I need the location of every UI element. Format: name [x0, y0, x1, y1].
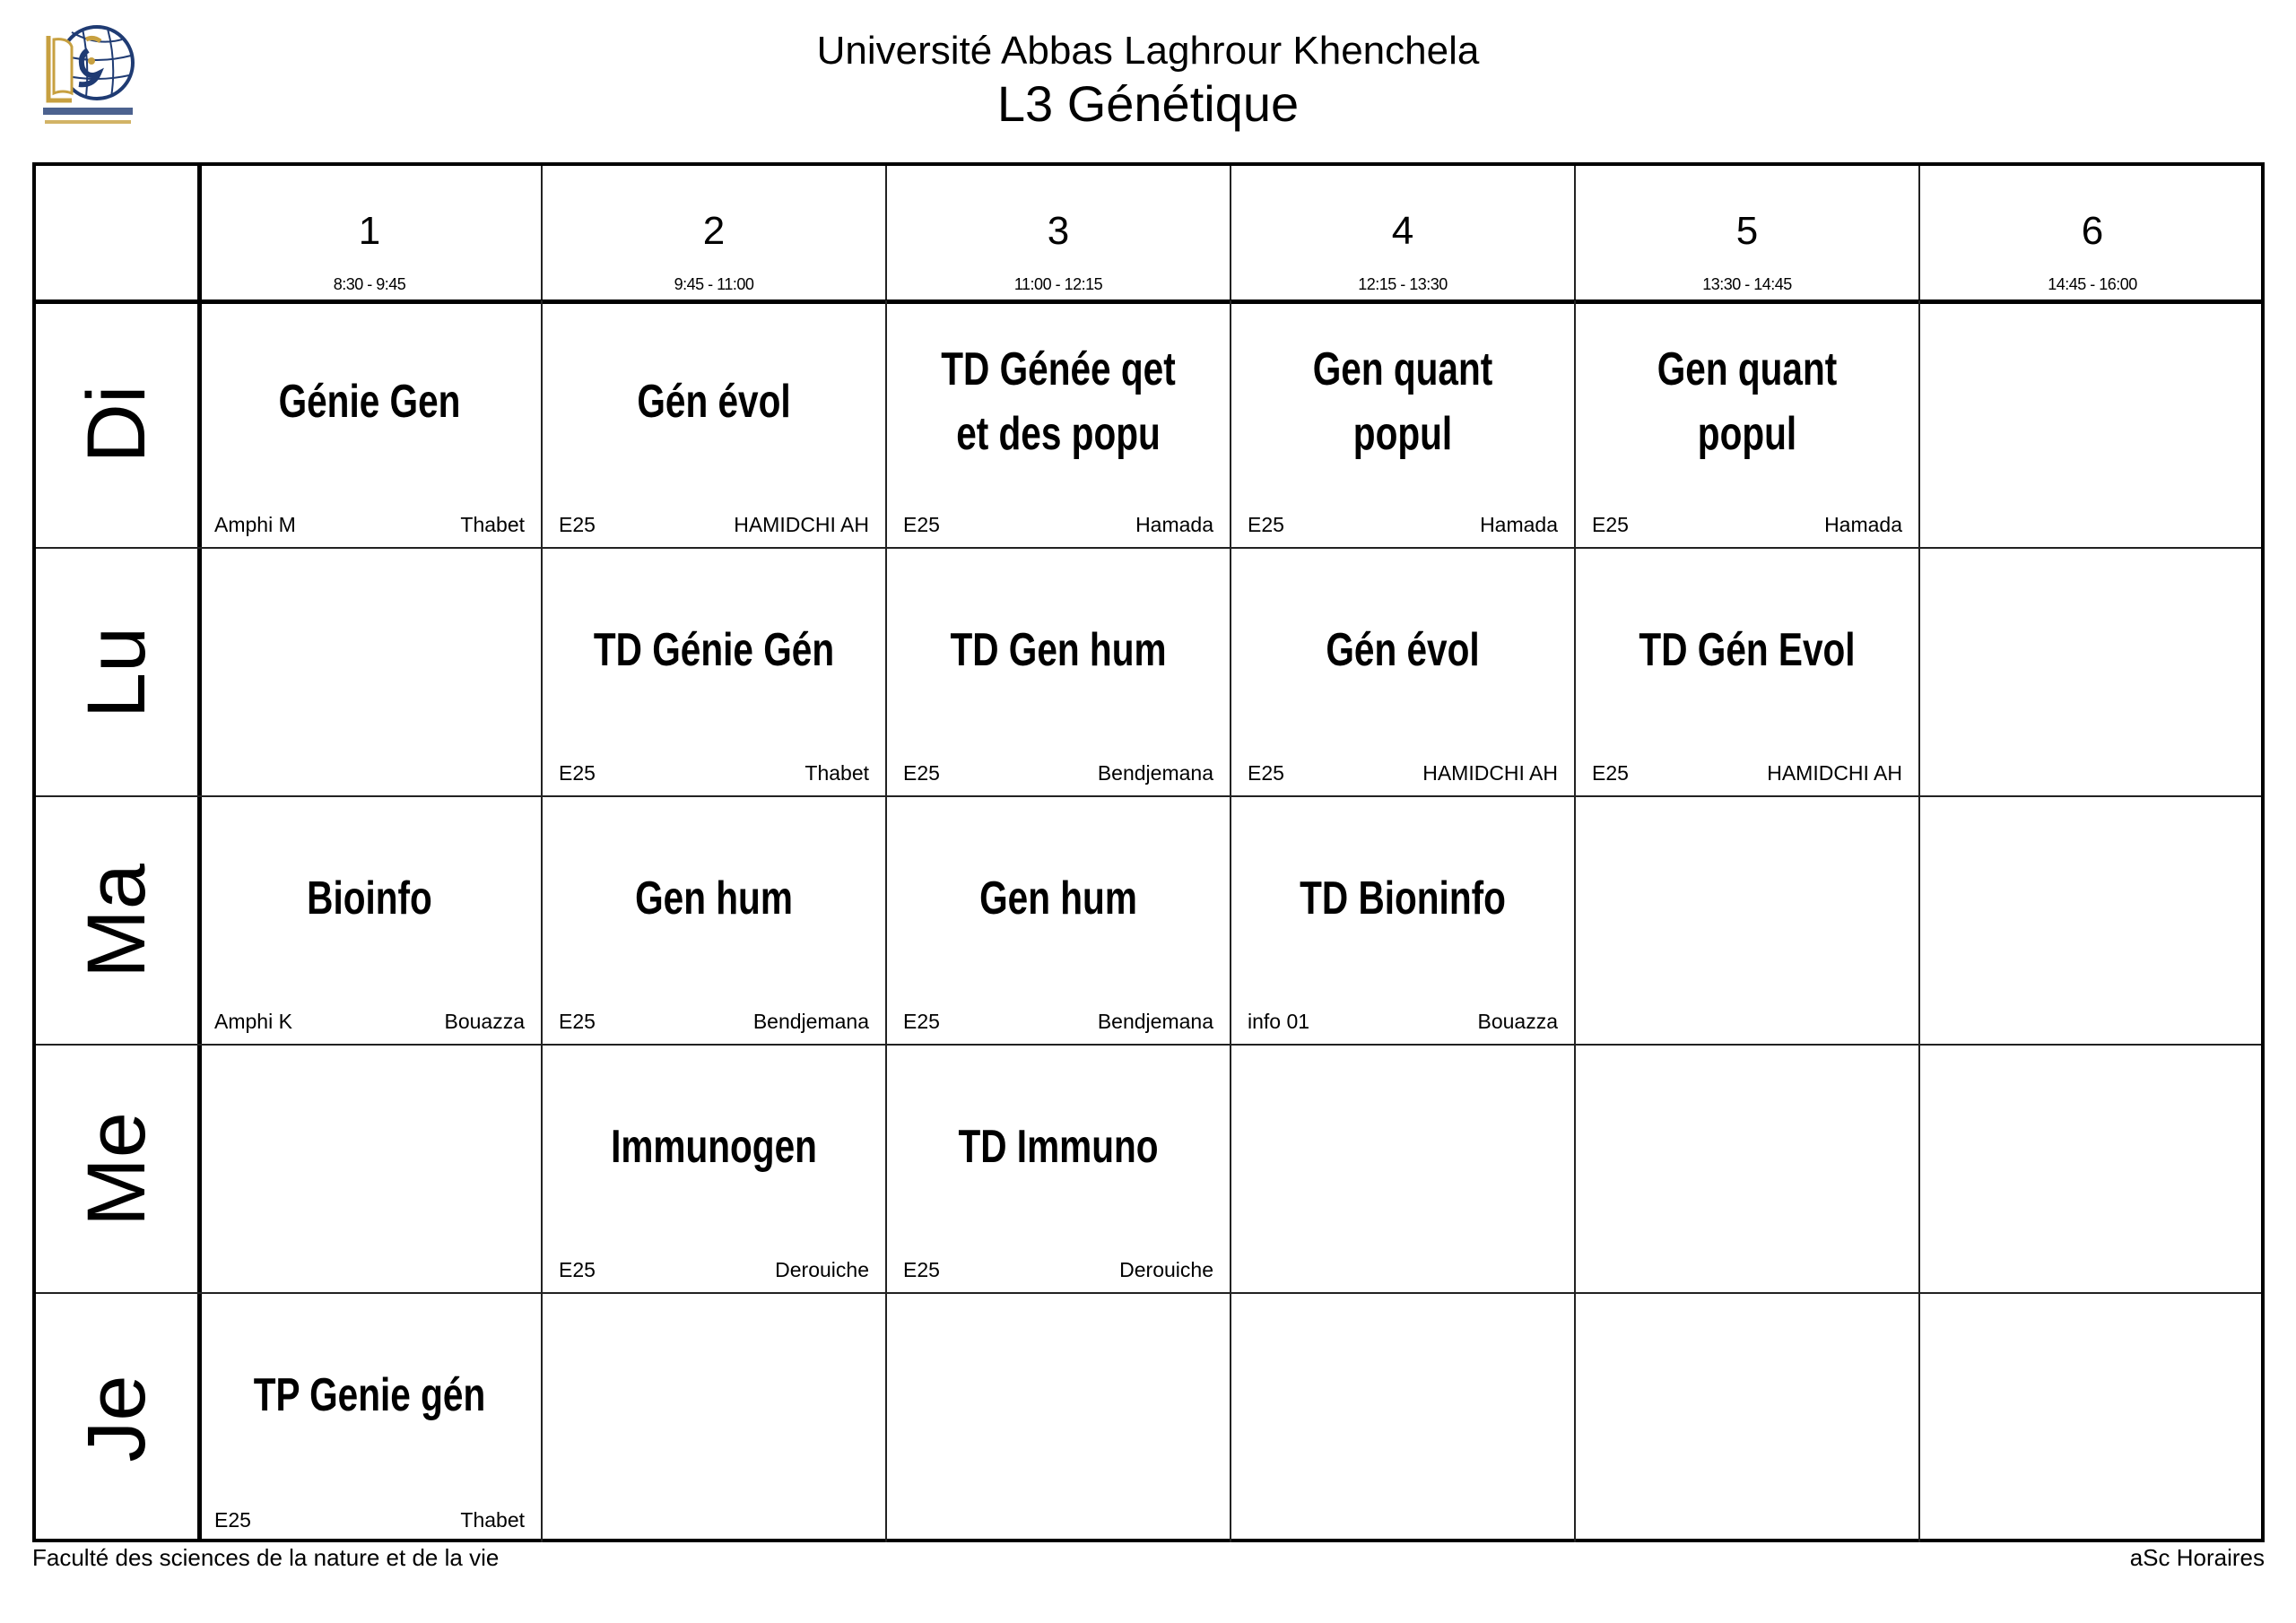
lesson-cell[interactable]	[1231, 549, 1576, 795]
lesson-subject: Gén évol	[1326, 623, 1480, 676]
lesson-room: Amphi M	[214, 513, 296, 536]
lesson-subject	[1274, 1294, 1530, 1496]
lesson-subject: TD Immuno	[958, 1120, 1159, 1173]
lesson-cell[interactable]	[198, 300, 543, 547]
lesson-cell[interactable]	[1231, 1046, 1576, 1292]
lesson-room: Amphi K	[214, 1010, 292, 1033]
period-number: 3	[1047, 209, 1070, 253]
lesson-subject: Gen hum	[979, 872, 1137, 924]
lesson-teacher: Thabet	[460, 1508, 525, 1532]
period-header	[1920, 166, 2265, 299]
lesson-subject: Gen quant popul	[1657, 343, 1838, 460]
lesson-subject: TD Gén Evol	[1639, 623, 1856, 676]
lesson-subject	[586, 1294, 841, 1496]
university-title: Université Abbas Laghrour Khenchela	[816, 29, 1480, 73]
corner-cell	[36, 166, 202, 299]
lesson-cell[interactable]	[1576, 797, 1920, 1044]
period-header	[543, 166, 887, 299]
lesson-subject: TD Gen hum	[950, 623, 1167, 676]
lesson-subject: TP Genie gén	[253, 1368, 486, 1421]
lesson-cell[interactable]	[543, 300, 887, 547]
lesson-teacher: Bendjemana	[1097, 1010, 1213, 1033]
period-header	[198, 166, 543, 299]
lesson-cell[interactable]	[1920, 1046, 2265, 1292]
lesson-subject: TD Génée qet et des popu	[941, 343, 1176, 460]
lesson-subject	[241, 549, 497, 751]
lesson-room: E25	[559, 513, 596, 536]
lesson-cell[interactable]	[887, 1294, 1231, 1542]
class-title: L3 Génétique	[996, 75, 1300, 132]
lesson-subject	[1963, 1294, 2221, 1496]
lesson-subject	[241, 1046, 497, 1247]
day-label: Di	[71, 385, 162, 463]
day-label: Je	[71, 1374, 162, 1462]
lesson-cell[interactable]	[1231, 300, 1576, 547]
lesson-teacher: Derouiche	[1119, 1258, 1213, 1281]
lesson-cell[interactable]	[543, 797, 887, 1044]
lesson-teacher: Hamada	[1824, 513, 1902, 536]
lesson-cell[interactable]	[1920, 1294, 2265, 1542]
lesson-subject	[1619, 1294, 1874, 1496]
lesson-cell[interactable]	[1576, 1046, 1920, 1292]
lesson-room: E25	[903, 513, 940, 536]
lesson-subject: Immunogen	[611, 1120, 817, 1173]
lesson-subject: TD Génie Gén	[593, 623, 835, 676]
lesson-cell[interactable]	[887, 797, 1231, 1044]
lesson-subject: Gén évol	[637, 375, 791, 428]
period-number: 6	[2081, 209, 2104, 253]
lesson-cell[interactable]	[1576, 549, 1920, 795]
period-number: 2	[702, 209, 726, 253]
lesson-subject: Gen hum	[635, 872, 793, 924]
lesson-room: E25	[1248, 761, 1284, 785]
lesson-subject	[1963, 300, 2221, 502]
lesson-subject: Bioinfo	[307, 872, 432, 924]
lesson-teacher: Derouiche	[775, 1258, 869, 1281]
period-time: 8:30 - 9:45	[333, 275, 406, 293]
lesson-subject: Génie Gen	[278, 375, 461, 428]
day-row	[36, 1046, 2261, 1294]
day-label: Lu	[71, 626, 162, 718]
lesson-cell[interactable]	[887, 300, 1231, 547]
lesson-teacher: Bendjemana	[1097, 761, 1213, 785]
lesson-cell[interactable]	[198, 797, 543, 1044]
lesson-room: E25	[903, 1258, 940, 1281]
lesson-teacher: Thabet	[460, 513, 525, 536]
period-header-row	[36, 166, 2261, 304]
lesson-cell[interactable]	[1231, 797, 1576, 1044]
lesson-subject: Gen quant popul	[1312, 343, 1493, 460]
lesson-cell[interactable]	[198, 549, 543, 795]
period-header	[1576, 166, 1920, 299]
lesson-teacher: Bouazza	[444, 1010, 525, 1033]
period-header	[887, 166, 1231, 299]
lesson-teacher: HAMIDCHI AH	[734, 513, 869, 536]
day-row	[36, 300, 2261, 549]
lesson-room: E25	[903, 761, 940, 785]
software-footer: aSc Horaires	[2129, 1544, 2265, 1571]
lesson-teacher: Bouazza	[1477, 1010, 1558, 1033]
period-time: 9:45 - 11:00	[674, 275, 754, 293]
lesson-subject	[1963, 549, 2221, 751]
lesson-room: E25	[1592, 513, 1629, 536]
lesson-teacher: HAMIDCHI AH	[1767, 761, 1902, 785]
lesson-teacher: HAMIDCHI AH	[1422, 761, 1558, 785]
period-time: 12:15 - 13:30	[1358, 275, 1448, 293]
lesson-room: E25	[1592, 761, 1629, 785]
day-label: Me	[71, 1111, 162, 1227]
day-row	[36, 549, 2261, 797]
period-time: 13:30 - 14:45	[1702, 275, 1792, 293]
period-time: 14:45 - 16:00	[2048, 275, 2137, 293]
lesson-room: E25	[559, 1258, 596, 1281]
lesson-teacher: Hamada	[1135, 513, 1213, 536]
lesson-subject	[1274, 1046, 1530, 1247]
day-label: Ma	[71, 863, 162, 978]
lesson-cell[interactable]	[887, 1046, 1231, 1292]
lesson-cell[interactable]	[1576, 300, 1920, 547]
period-number: 5	[1735, 209, 1759, 253]
lesson-cell[interactable]	[1920, 300, 2265, 547]
lesson-teacher: Bendjemana	[752, 1010, 869, 1033]
lesson-cell[interactable]	[198, 1046, 543, 1292]
lesson-subject	[930, 1294, 1186, 1496]
lesson-cell[interactable]	[1920, 797, 2265, 1044]
period-time: 11:00 - 12:15	[1013, 275, 1103, 293]
day-label-cell	[36, 797, 202, 1044]
lesson-subject	[1963, 1046, 2221, 1247]
lesson-cell[interactable]	[198, 1294, 543, 1542]
lesson-cell[interactable]	[1920, 549, 2265, 795]
lesson-room: info 01	[1248, 1010, 1310, 1033]
lesson-cell[interactable]	[1576, 1294, 1920, 1542]
lesson-subject	[1619, 1046, 1874, 1247]
day-label-cell	[36, 549, 202, 795]
lesson-room: E25	[214, 1508, 251, 1532]
period-number: 4	[1391, 209, 1414, 253]
period-header	[1231, 166, 1576, 299]
lesson-subject	[1619, 797, 1874, 999]
day-row	[36, 797, 2261, 1046]
lesson-cell[interactable]	[543, 1046, 887, 1292]
period-number: 1	[358, 209, 381, 253]
lesson-room: E25	[903, 1010, 940, 1033]
lesson-cell[interactable]	[1231, 1294, 1576, 1542]
lesson-subject	[1963, 797, 2221, 999]
lesson-teacher: Hamada	[1480, 513, 1558, 536]
lesson-room: E25	[1248, 513, 1284, 536]
lesson-teacher: Thabet	[804, 761, 869, 785]
timetable-grid	[32, 162, 2265, 1542]
day-row	[36, 1294, 2261, 1542]
lesson-room: E25	[559, 761, 596, 785]
lesson-cell[interactable]	[887, 549, 1231, 795]
lesson-subject: TD Bioninfo	[1300, 872, 1506, 924]
faculty-footer: Faculté des sciences de la nature et de la vie	[32, 1544, 500, 1571]
lesson-room: E25	[559, 1010, 596, 1033]
day-label-cell	[36, 300, 202, 547]
day-label-cell	[36, 1046, 202, 1292]
lesson-cell[interactable]	[543, 1294, 887, 1542]
lesson-cell[interactable]	[543, 549, 887, 795]
day-label-cell	[36, 1294, 202, 1542]
